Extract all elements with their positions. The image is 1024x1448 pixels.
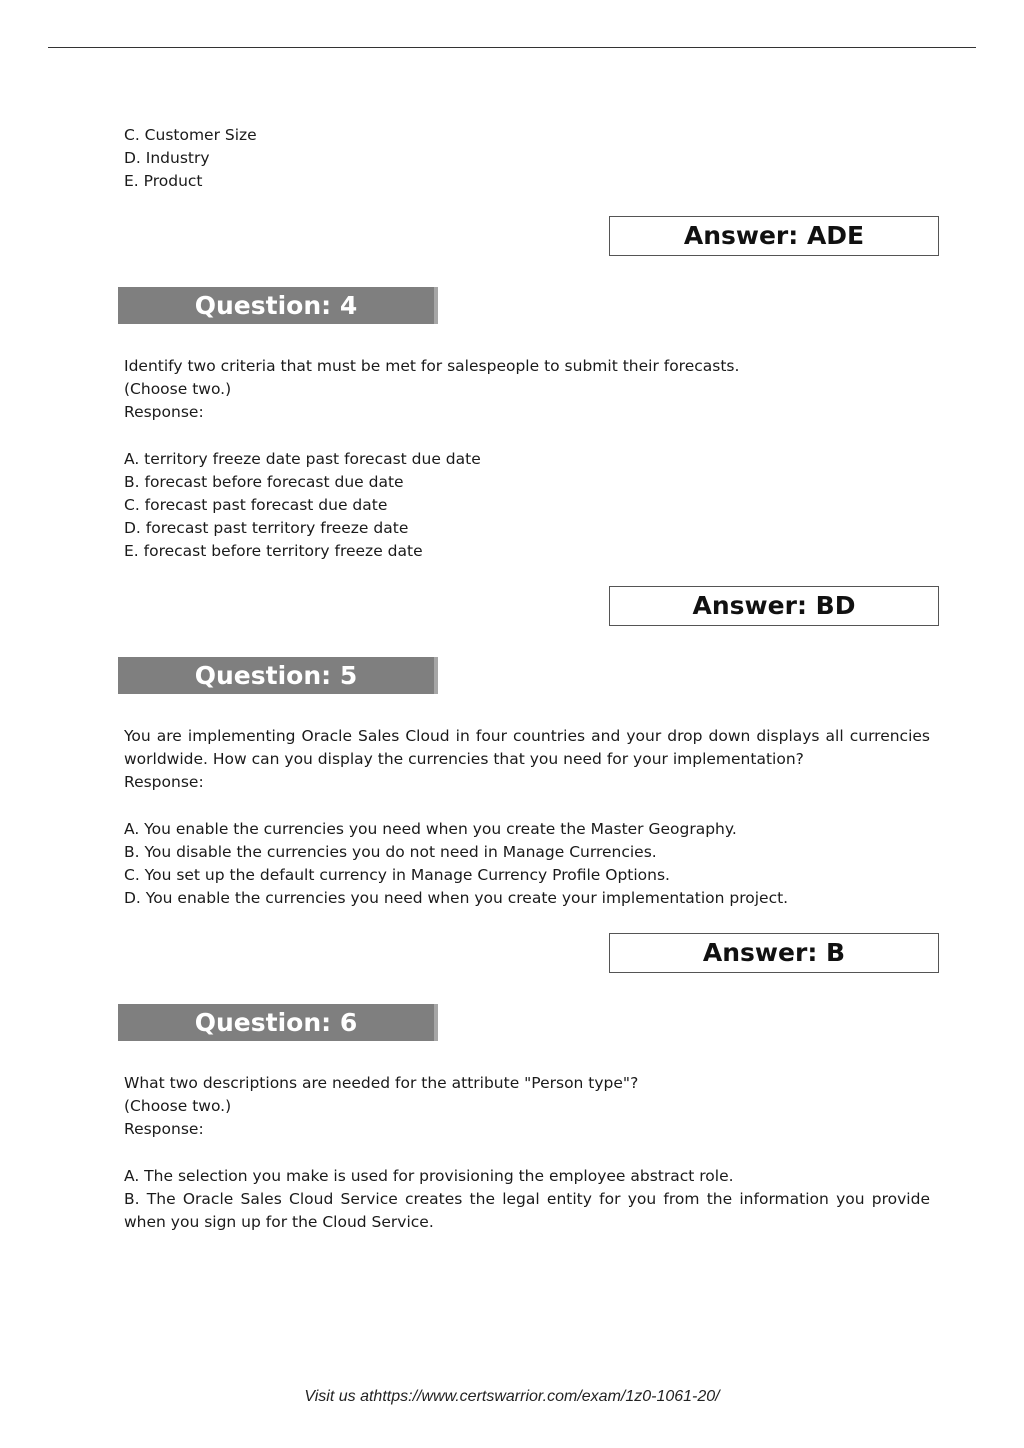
q4-response-label: Response: xyxy=(124,403,204,421)
q6-response-label: Response: xyxy=(124,1120,204,1138)
footer-link[interactable]: Visit us athttps://www.certswarrior.com/exam/1z0-1061-20/ xyxy=(304,1388,720,1405)
q5-option-d: D. You enable the currencies you need when you create your implementation project. xyxy=(124,889,789,907)
q4-options xyxy=(124,448,930,563)
q5-options xyxy=(124,818,930,910)
q5-option-b: B. You disable the currencies you do not need in Manage Currencies. xyxy=(124,843,657,861)
q4-option-e: E. forecast before territory freeze date xyxy=(124,542,423,560)
q5-stem xyxy=(124,725,930,794)
q4-answer-box: Answer: BD xyxy=(609,586,939,626)
q4-stem xyxy=(124,355,930,424)
q6-option-b: B. The Oracle Sales Cloud Service creates the legal entity for you from the information you provide when you sign up for the Cloud Service. xyxy=(124,1190,930,1231)
q6-header: Question: 6 xyxy=(118,1004,438,1041)
q5-answer-box: Answer: B xyxy=(609,933,939,973)
q5-option-c: C. You set up the default currency in Manage Currency Profile Options. xyxy=(124,866,670,884)
q6-stem-line: What two descriptions are needed for the attribute "Person type"? xyxy=(124,1074,639,1092)
q5-option-a: A. You enable the currencies you need when you create the Master Geography. xyxy=(124,820,737,838)
q5-response-label: Response: xyxy=(124,773,204,791)
q5-stem-paragraph: You are implementing Oracle Sales Cloud in four countries and your drop down displays all currencies worldwide. How can you display the currencies that you need for your implementation? xyxy=(124,727,930,768)
q6-options xyxy=(124,1165,930,1234)
q5-header: Question: 5 xyxy=(118,657,438,694)
q3-option-e: E. Product xyxy=(124,172,203,190)
q3-answer-box: Answer: ADE xyxy=(609,216,939,256)
q4-header: Question: 4 xyxy=(118,287,438,324)
q3-options xyxy=(124,124,930,193)
q4-stem-line: Identify two criteria that must be met for salespeople to submit their forecasts. xyxy=(124,357,740,375)
q4-option-c: C. forecast past forecast due date xyxy=(124,496,388,514)
q6-stem xyxy=(124,1072,930,1141)
q4-option-d: D. forecast past territory freeze date xyxy=(124,519,409,537)
header-rule xyxy=(48,47,976,48)
q4-option-b: B. forecast before forecast due date xyxy=(124,473,404,491)
q4-option-a: A. territory freeze date past forecast due date xyxy=(124,450,481,468)
q6-option-a: A. The selection you make is used for provisioning the employee abstract role. xyxy=(124,1167,734,1185)
q3-option-d: D. Industry xyxy=(124,149,210,167)
q3-option-c: C. Customer Size xyxy=(124,126,257,144)
q6-choose: (Choose two.) xyxy=(124,1097,232,1115)
q4-choose: (Choose two.) xyxy=(124,380,232,398)
